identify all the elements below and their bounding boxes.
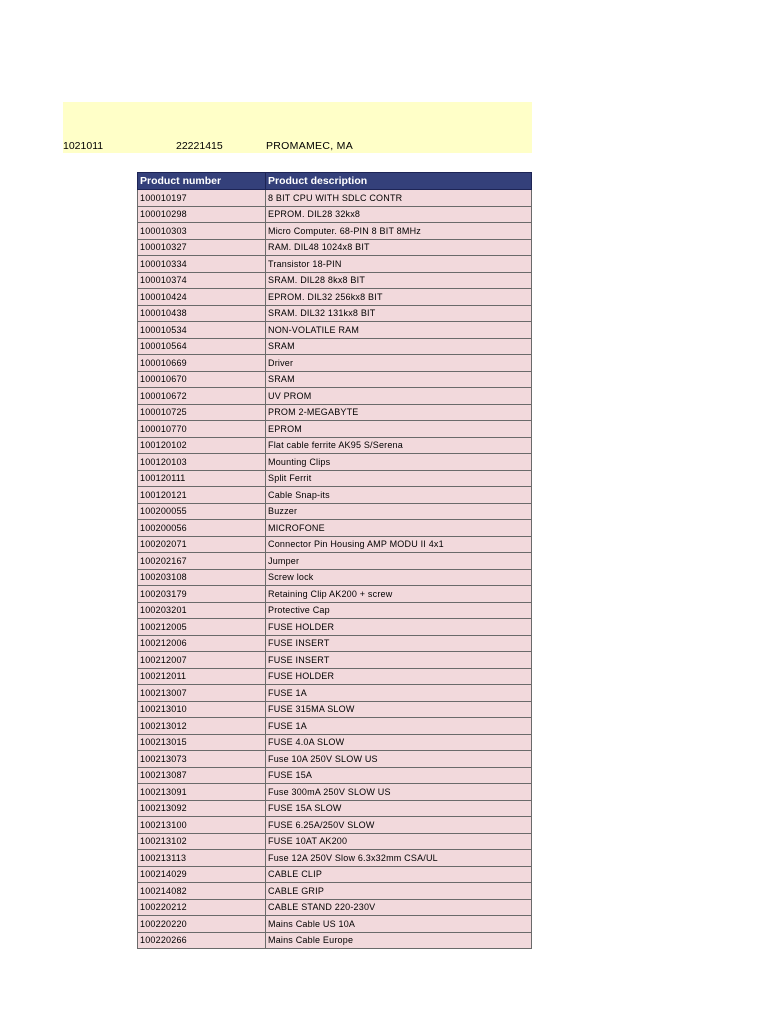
cell-product-number: 100203201: [138, 602, 266, 619]
cell-product-number: 100214029: [138, 866, 266, 883]
table-row: [138, 206, 532, 223]
cell-product-number: 100212007: [138, 652, 266, 669]
cell-product-description: FUSE 1A: [266, 718, 532, 735]
cell-product-description: CABLE GRIP: [266, 883, 532, 900]
table-row: [138, 817, 532, 834]
cell-product-description: Transistor 18-PIN: [266, 256, 532, 273]
table-header-row: [138, 173, 532, 190]
cell-product-number: 100010725: [138, 404, 266, 421]
table-row: [138, 520, 532, 537]
table-row: [138, 289, 532, 306]
cell-product-description: UV PROM: [266, 388, 532, 405]
cell-product-number: 100010424: [138, 289, 266, 306]
cell-product-description: Split Ferrit: [266, 470, 532, 487]
table-row: [138, 668, 532, 685]
cell-product-number: 100120121: [138, 487, 266, 504]
cell-product-description: Driver: [266, 355, 532, 372]
table-row: [138, 388, 532, 405]
table-row: [138, 305, 532, 322]
table-row: [138, 685, 532, 702]
table-row: [138, 404, 532, 421]
cell-product-description: SRAM. DIL32 131kx8 BIT: [266, 305, 532, 322]
cell-product-description: Fuse 12A 250V Slow 6.3x32mm CSA/UL: [266, 850, 532, 867]
cell-product-number: 100220266: [138, 932, 266, 949]
cell-product-number: 100213015: [138, 734, 266, 751]
table-row: [138, 718, 532, 735]
cell-product-description: 8 BIT CPU WITH SDLC CONTR: [266, 190, 532, 207]
table-row: [138, 239, 532, 256]
table-row: [138, 883, 532, 900]
cell-product-description: SRAM: [266, 338, 532, 355]
cell-product-description: EPROM: [266, 421, 532, 438]
table-row: [138, 833, 532, 850]
table-body: [138, 190, 532, 949]
table-row: [138, 322, 532, 339]
cell-product-description: CABLE STAND 220-230V: [266, 899, 532, 916]
table-row: [138, 784, 532, 801]
cell-product-description: Cable Snap-its: [266, 487, 532, 504]
cell-product-number: 100220212: [138, 899, 266, 916]
cell-product-number: 100120111: [138, 470, 266, 487]
cell-product-number: 100200055: [138, 503, 266, 520]
table-row: [138, 767, 532, 784]
customer-name: PROMAMEC, MA: [266, 140, 354, 152]
cell-product-number: 100213012: [138, 718, 266, 735]
cell-product-description: EPROM. DIL28 32kx8: [266, 206, 532, 223]
table-row: [138, 338, 532, 355]
cell-product-number: 100212005: [138, 619, 266, 636]
cell-product-number: 100010298: [138, 206, 266, 223]
cell-product-number: 100213091: [138, 784, 266, 801]
table-row: [138, 503, 532, 520]
cell-product-description: FUSE INSERT: [266, 635, 532, 652]
table-row: [138, 569, 532, 586]
cell-product-description: CABLE CLIP: [266, 866, 532, 883]
table-row: [138, 272, 532, 289]
cell-product-number: 100212011: [138, 668, 266, 685]
table-row: [138, 256, 532, 273]
cell-product-number: 100220220: [138, 916, 266, 933]
cell-product-number: 100010672: [138, 388, 266, 405]
cell-product-description: SRAM: [266, 371, 532, 388]
cell-product-description: Jumper: [266, 553, 532, 570]
table-row: [138, 223, 532, 240]
cell-product-description: FUSE INSERT: [266, 652, 532, 669]
table-row: [138, 652, 532, 669]
cell-product-number: 100010334: [138, 256, 266, 273]
table-row: [138, 421, 532, 438]
cell-product-description: FUSE 315MA SLOW: [266, 701, 532, 718]
cell-product-number: 100010197: [138, 190, 266, 207]
cell-product-number: 100120102: [138, 437, 266, 454]
cell-product-number: 100213113: [138, 850, 266, 867]
cell-product-description: Screw lock: [266, 569, 532, 586]
cell-product-description: Buzzer: [266, 503, 532, 520]
cell-product-number: 100214082: [138, 883, 266, 900]
cell-product-number: 100010670: [138, 371, 266, 388]
cell-product-number: 100202167: [138, 553, 266, 570]
cell-product-number: 100010564: [138, 338, 266, 355]
table-row: [138, 470, 532, 487]
cell-product-description: FUSE HOLDER: [266, 668, 532, 685]
cell-product-number: 100213102: [138, 833, 266, 850]
table-row: [138, 553, 532, 570]
table-row: [138, 454, 532, 471]
cell-product-description: FUSE 15A SLOW: [266, 800, 532, 817]
cell-product-description: FUSE 10AT AK200: [266, 833, 532, 850]
cell-product-description: EPROM. DIL32 256kx8 BIT: [266, 289, 532, 306]
cell-product-description: Fuse 10A 250V SLOW US: [266, 751, 532, 768]
cell-product-number: 100213092: [138, 800, 266, 817]
customer-number: 22221415: [176, 140, 223, 152]
table-row: [138, 355, 532, 372]
cell-product-number: 100203179: [138, 586, 266, 603]
cell-product-description: RAM. DIL48 1024x8 BIT: [266, 239, 532, 256]
table-row: [138, 437, 532, 454]
cell-product-description: FUSE 1A: [266, 685, 532, 702]
customer-code: 1021011: [63, 140, 104, 152]
table-row: [138, 751, 532, 768]
table-row: [138, 734, 532, 751]
table-row: [138, 932, 532, 949]
cell-product-number: 100203108: [138, 569, 266, 586]
cell-product-description: PROM 2-MEGABYTE: [266, 404, 532, 421]
cell-product-description: SRAM. DIL28 8kx8 BIT: [266, 272, 532, 289]
cell-product-number: 100213100: [138, 817, 266, 834]
cell-product-description: FUSE 6.25A/250V SLOW: [266, 817, 532, 834]
cell-product-description: Mains Cable Europe: [266, 932, 532, 949]
cell-product-number: 100213007: [138, 685, 266, 702]
table-row: [138, 850, 532, 867]
cell-product-number: 100213073: [138, 751, 266, 768]
cell-product-number: 100010534: [138, 322, 266, 339]
cell-product-description: Connector Pin Housing AMP MODU II 4x1: [266, 536, 532, 553]
cell-product-description: Fuse 300mA 250V SLOW US: [266, 784, 532, 801]
cell-product-number: 100010438: [138, 305, 266, 322]
table-row: [138, 916, 532, 933]
table-row: [138, 701, 532, 718]
cell-product-description: Retaining Clip AK200 + screw: [266, 586, 532, 603]
cell-product-description: FUSE HOLDER: [266, 619, 532, 636]
cell-product-number: 100120103: [138, 454, 266, 471]
cell-product-number: 100213010: [138, 701, 266, 718]
cell-product-number: 100010374: [138, 272, 266, 289]
cell-product-description: MICROFONE: [266, 520, 532, 537]
table-row: [138, 602, 532, 619]
column-header-product-number: Product number: [138, 173, 266, 190]
cell-product-number: 100212006: [138, 635, 266, 652]
table-row: [138, 586, 532, 603]
cell-product-number: 100213087: [138, 767, 266, 784]
table-row: [138, 635, 532, 652]
cell-product-description: Flat cable ferrite AK95 S/Serena: [266, 437, 532, 454]
cell-product-description: Mains Cable US 10A: [266, 916, 532, 933]
cell-product-number: 100010770: [138, 421, 266, 438]
table-row: [138, 371, 532, 388]
cell-product-description: Protective Cap: [266, 602, 532, 619]
table-row: [138, 619, 532, 636]
cell-product-number: 100010303: [138, 223, 266, 240]
cell-product-description: NON-VOLATILE RAM: [266, 322, 532, 339]
cell-product-number: 100010327: [138, 239, 266, 256]
cell-product-description: FUSE 15A: [266, 767, 532, 784]
cell-product-description: Mounting Clips: [266, 454, 532, 471]
cell-product-number: 100010669: [138, 355, 266, 372]
table-row: [138, 487, 532, 504]
table-row: [138, 899, 532, 916]
table-row: [138, 800, 532, 817]
column-header-product-description: Product description: [266, 173, 532, 190]
table-row: [138, 190, 532, 207]
cell-product-number: 100202071: [138, 536, 266, 553]
table-row: [138, 866, 532, 883]
cell-product-description: Micro Computer. 68-PIN 8 BIT 8MHz: [266, 223, 532, 240]
cell-product-number: 100200056: [138, 520, 266, 537]
table-row: [138, 536, 532, 553]
cell-product-description: FUSE 4.0A SLOW: [266, 734, 532, 751]
product-table: [137, 172, 532, 949]
